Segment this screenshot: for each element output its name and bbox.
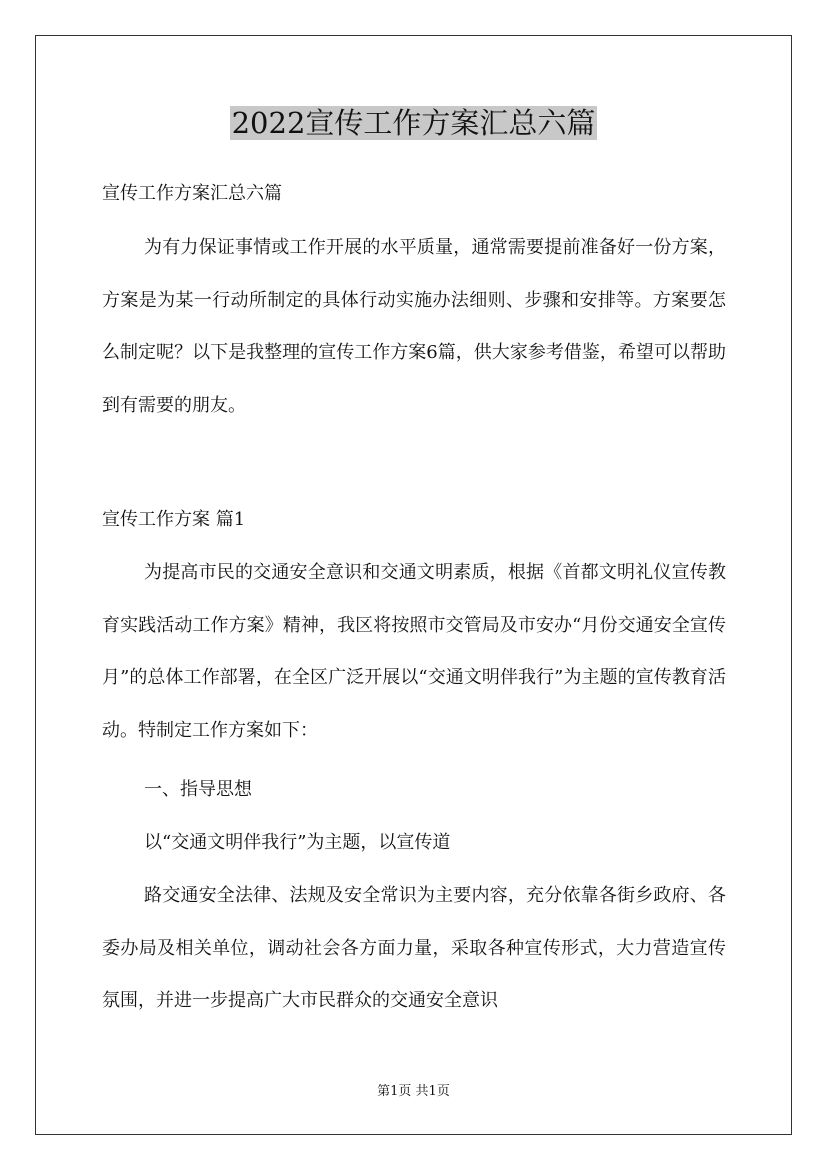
section-heading: 宣传工作方案 篇1 [102,509,246,530]
document-title [0,102,827,144]
document-title-text: 2022宣传工作方案汇总六篇 [231,106,596,140]
section-paragraph: 为提高市民的交通安全意识和交通文明素质，根据《首都文明礼仪宣传教育实践活动工作方案》精神，我区将按照市交管局及市安办“月份交通安全宣传月”的总体工作部署，在全区广泛开展以“交通文明伴我行”为主题的宣传教育活动。特制定工作方案如下： [102,562,726,741]
item-heading: 一、指导思想 [144,779,252,800]
intro-paragraph: 为有力保证事情或工作开展的水平质量，通常需要提前准备好一份方案，方案是为某一行动所制定的具体行动实施办法细则、步骤和安排等。方案要怎么制定呢？以下是我整理的宣传工作方案6篇，供大家参考借鉴，希望可以帮助到有需要的朋友。 [102,237,726,416]
document-subtitle: 宣传工作方案汇总六篇 [102,183,282,204]
page-footer: 第1页 共1页 [377,1084,450,1099]
item-paragraph: 路交通安全法律、法规及安全常识为主要内容，充分依靠各街乡政府、各委办局及相关单位，调动社会各方面力量，采取各种宣传形式，大力营造宣传氛围，并进一步提高广大市民群众的交通安全意识 [102,885,726,1011]
item-line: 以“交通文明伴我行”为主题，以宣传道 [144,832,451,853]
